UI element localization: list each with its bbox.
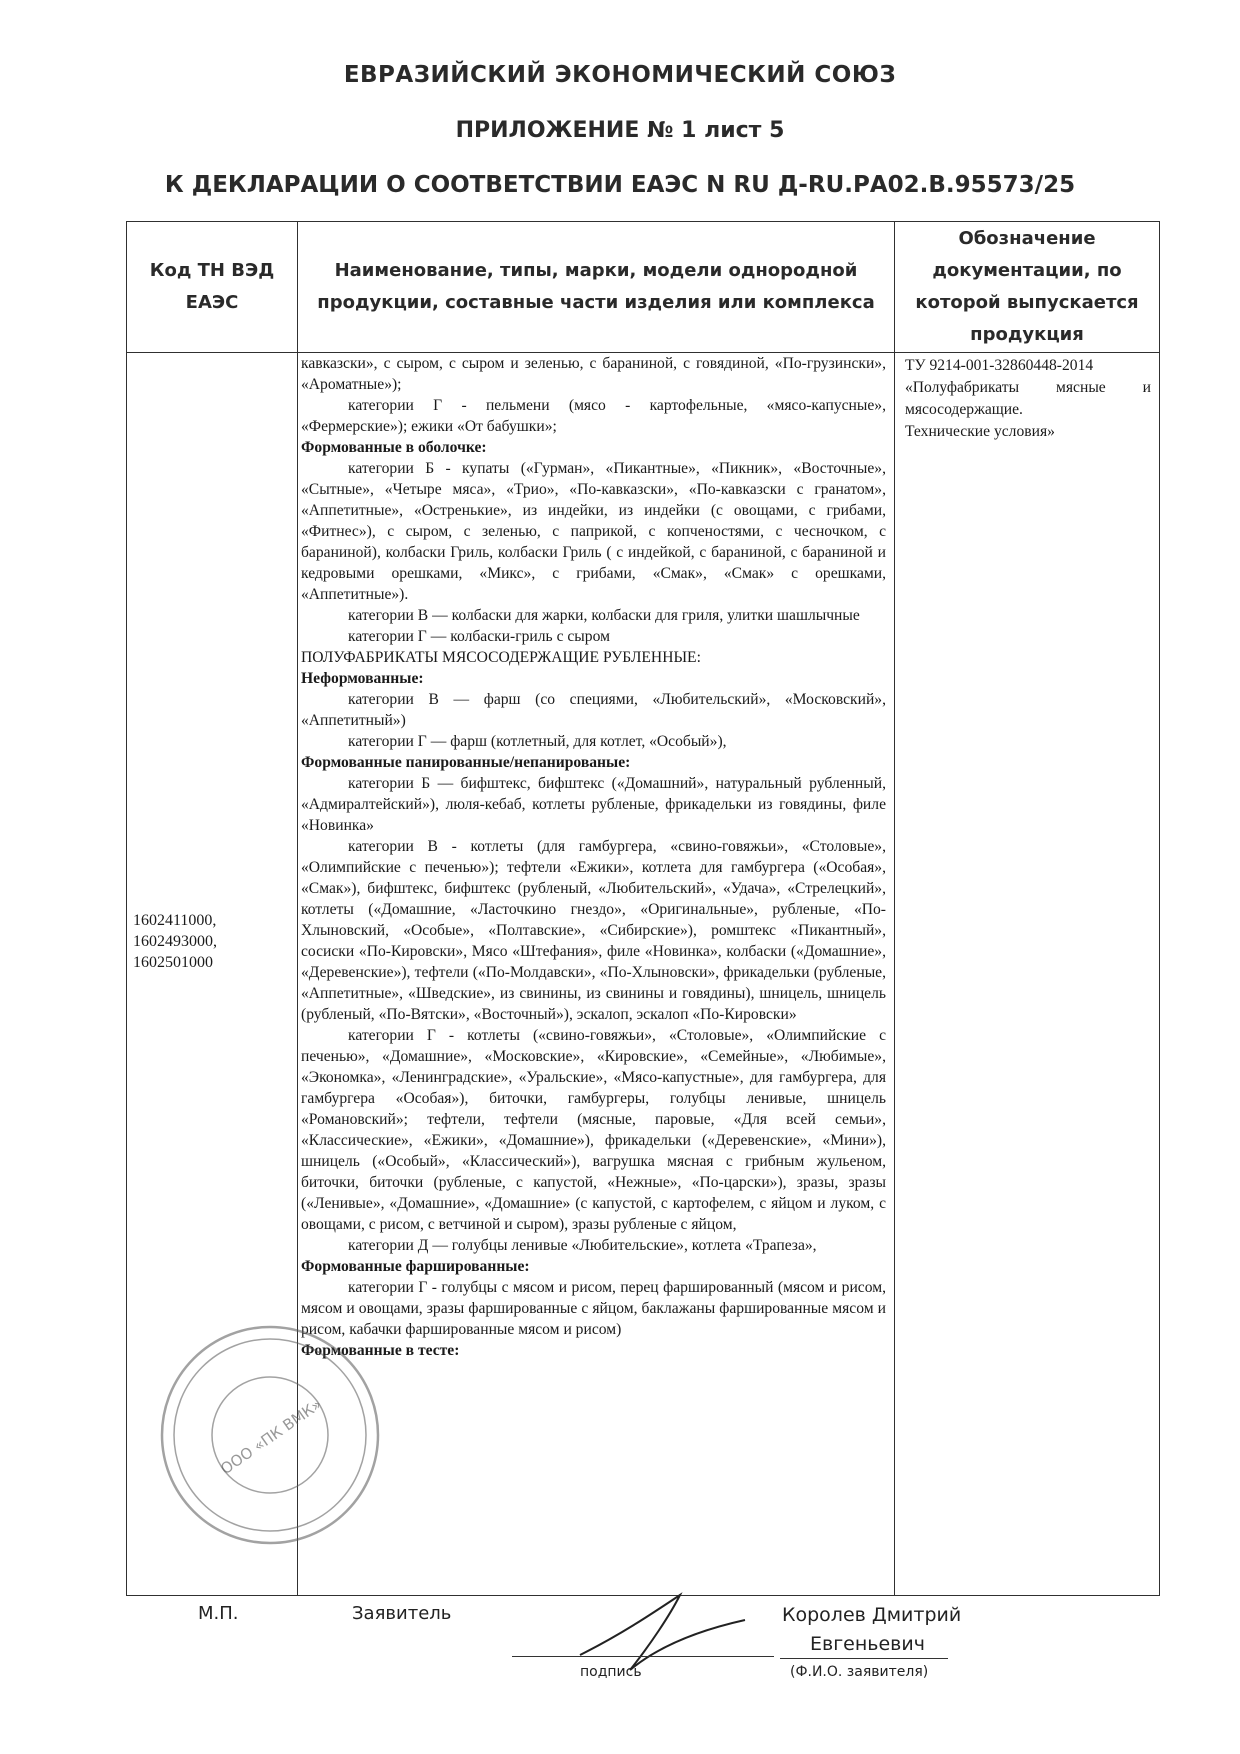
description-paragraph: кавказски», с сыром, с сыром и зеленью, с бараниной, с говядиной, «По-грузински», «Ароматные»); [301, 355, 886, 393]
description-paragraph: категории В — фарш (со специями, «Любительский», «Московский», «Аппетитный») [301, 691, 886, 729]
applicant-name-line2: Евгеньевич [810, 1633, 925, 1655]
tu-title: «Полуфабрикаты мясные и мясосодержащие. [905, 379, 1151, 418]
description-paragraph: категории В - котлеты (для гамбургера, «свино-говяжьи», «Столовые», «Олимпийские с печенью»); тефтели «Ежики», котлета для гамбургера («Особая», «Смак»), бифштекс, бифштекс (рубленый, «Любительский», «Удача», «Стрелецкий», котлеты («Домашние, «Ласточкино гнездо», «Оригинальные», рубленые, «По-Хлыновский, «Особые», «Полтавские», «Сибирские»), ромштекс «Пикантный», сосиски «По-Кировски», Мясо «Штефания», филе «Новинка», колбаски («Домашние», «Деревенские»), тефтели («По-Молдавски», «По-Хлыновски», фрикадельки (рубленые, «Аппетитные», «Шведские», из свинины, из свинины и говядины), шницель, шницель (рубленый, «По-Вятски», «Восточный»), эскалоп, эскалоп «По-Кировски» [301, 838, 886, 1023]
col-header-docs: Обозначение документации, по которой выпускается продукция [895, 222, 1160, 353]
applicant-label: Заявитель [352, 1603, 452, 1624]
description-paragraph: категории Д — голубцы ленивые «Любительские», котлета «Трапеза», [348, 1237, 817, 1254]
fio-caption: (Ф.И.О. заявителя) [790, 1664, 929, 1680]
description-paragraph: категории Г — колбаски-гриль с сыром [348, 628, 610, 645]
applicant-name-line1: Королев Дмитрий [782, 1604, 962, 1626]
appendix-title: ПРИЛОЖЕНИЕ № 1 лист 5 [455, 118, 785, 143]
description-paragraph: категории Б — бифштекс, бифштекс («Домашний», натуральный рубленный, «Адмиралтейский»), люля-кебаб, котлеты рубленые, фрикадельки из говядины, филе «Новинка» [301, 775, 886, 834]
documentation-cell [895, 353, 1160, 1596]
svg-text:ООО «ПК ВМК»: ООО «ПК ВМК» [217, 1395, 326, 1479]
product-description [298, 353, 894, 1361]
declaration-title: К ДЕКЛАРАЦИИ О СООТВЕТСТВИИ ЕАЭС N RU Д-RU.РА02.В.95573/25 [164, 172, 1076, 198]
section-heading: Формованные в оболочке: [301, 439, 487, 456]
description-paragraph: категории В — колбаски для жарки, колбаски для гриля, улитки шашлычные [348, 607, 860, 624]
tu-number: ТУ 9214-001-32860448-2014 [905, 357, 1094, 374]
description-cell [298, 353, 895, 1596]
tn-ved-code: 1602493000, [133, 933, 217, 950]
tu-subtitle: Технические условия» [905, 423, 1055, 440]
signature-line [512, 1656, 774, 1657]
col-header-code: Код ТН ВЭД ЕАЭС [127, 222, 298, 353]
seal-place-label: М.П. [198, 1603, 239, 1624]
col-header-name: Наименование, типы, марки, модели однородной продукции, составные части изделия или комплекса [298, 222, 895, 353]
section-heading: Формованные в тесте: [301, 1342, 460, 1359]
table-header-row [127, 222, 1160, 353]
description-paragraph: ПОЛУФАБРИКАТЫ МЯСОСОДЕРЖАЩИЕ РУБЛЕННЫЕ: [301, 649, 701, 666]
applicant-signature [560, 1575, 760, 1675]
section-heading: Неформованные: [301, 670, 424, 687]
description-paragraph: категории Г - голубцы с мясом и рисом, перец фаршированный (мясом и рисом, мясом и овощами, зразы фаршированные с яйцом, баклажаны фаршированные мясом и рисом, кабачки фаршированные мясом и рисом) [301, 1279, 886, 1338]
name-line [780, 1658, 948, 1659]
company-seal [155, 1320, 385, 1550]
union-title: ЕВРАЗИЙСКИЙ ЭКОНОМИЧЕСКИЙ СОЮЗ [343, 62, 897, 88]
section-heading: Формованные панированные/непанированые: [301, 754, 631, 771]
signature-caption: подпись [580, 1664, 642, 1680]
section-heading: Формованные фаршированные: [301, 1258, 530, 1275]
description-paragraph: категории Г - пельмени (мясо - картофельные, «мясо-капусные», «Фермерские»); ежики «От бабушки»; [301, 397, 886, 435]
tn-ved-code: 1602411000, [133, 912, 217, 929]
tn-ved-code: 1602501000 [133, 954, 213, 971]
description-paragraph: категории Б - купаты («Гурман», «Пикантные», «Пикник», «Восточные», «Сытные», «Четыре мяса», «Трио», «По-кавказски», «По-кавказски с гранатом», «Аппетитные», «Остренькие», из индейки, из индейки (с овощами, с грибами, «Фитнес»), с сыром, с зеленью, с паприкой, с копченостями, с чесночком, с бараниной), колбаски Гриль, колбаски Гриль ( с индейкой, с бараниной, с бараниной и кедровыми орешками, «Микс», с грибами, «Смак», «Смак» с орешками, «Аппетитные»). [301, 460, 886, 603]
description-paragraph: категории Г — фарш (котлетный, для котлет, «Особый»), [348, 733, 727, 750]
description-paragraph: категории Г - котлеты («свино-говяжьи», «Столовые», «Олимпийские с печенью», «Домашние», «Московские», «Кировские», «Семейные», «Любимые», «Экономка», «Ленинградские», «Уральские», «Мясо-капустные», для гамбургера, для гамбургера «Особая»), биточки, гамбургеры, голубцы ленивые, шницель «Романовский»; тефтели, тефтели (мясные, паровые, «Для всей семьи», «Классические», «Ежики», «Домашние»), фрикадельки («Деревенские», «Мини»), шницель («Особый», «Классический»), вагрушка мясная с грибным жульеном, биточки, биточки (рубленые, с капустой, «Нежные», «По-царски»), зразы, зразы («Ленивые», «Домашние», «Домашние» (с капустой, с картофелем, с яйцом и луком, с овощами, с рисом, с ветчиной и сыром), зразы рубленые с яйцом, [301, 1027, 886, 1233]
